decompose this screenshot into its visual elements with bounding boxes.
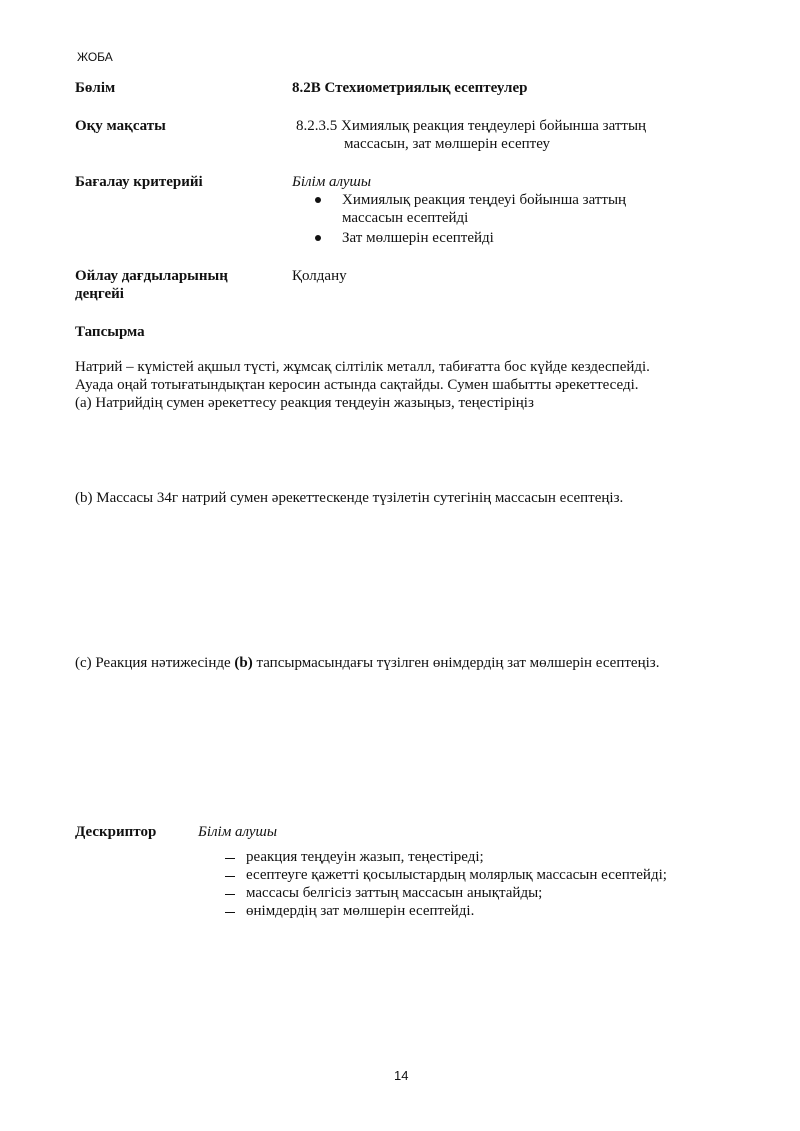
draft-label: ЖОБА: [77, 50, 113, 64]
descriptor-item-text: есептеуге қажетті қосылыстардың молярлық массасын есептейді;: [246, 867, 667, 883]
dash-icon: [225, 858, 235, 859]
task-paragraph-line1: Натрий – күмістей ақшыл түсті, жұмсақ сілтілік металл, табиғатта бос күйде кездеспейді.: [75, 359, 650, 375]
objective-line2: массасын, зат мөлшерін есептеу: [344, 136, 550, 152]
task-question-c-text-cont: тапсырмасындағы түзілген өнімдердің зат мөлшерін есептеңіз.: [252, 655, 660, 671]
criteria-item-text: Химиялық реакция теңдеуі бойынша заттың: [342, 192, 627, 208]
criteria-item-text: Зат мөлшерін есептейді: [342, 230, 494, 246]
objective-line1: 8.2.3.5 Химиялық реакция теңдеулері бойынша заттың: [296, 118, 647, 134]
section-label: Бөлім: [75, 80, 116, 96]
bullet-icon: [315, 235, 321, 241]
task-question-c-ref: (b): [234, 655, 253, 671]
page-number: 14: [394, 1068, 409, 1083]
section-value: 8.2В Стехиометриялық есептеулер: [292, 80, 528, 96]
objective-label: Оқу мақсаты: [75, 118, 166, 134]
descriptor-item-text: өнімдердің зат мөлшерін есептейді.: [246, 903, 475, 919]
dash-icon: [225, 912, 235, 913]
dash-icon: [225, 876, 235, 877]
descriptor-item-text: массасы белгісіз заттың массасын анықтайды;: [246, 885, 543, 901]
thinking-label-cont: деңгейі: [75, 286, 124, 302]
dash-icon: [225, 894, 235, 895]
criteria-item-text-cont: массасын есептейді: [342, 210, 469, 226]
task-question-b: (b) Массасы 34г натрий сумен әрекеттескенде түзілетін сутегінің массасын есептеңіз.: [75, 490, 624, 506]
descriptor-item-text: реакция теңдеуін жазып, теңестіреді;: [246, 849, 484, 865]
bullet-icon: [315, 197, 321, 203]
criteria-intro: Білім алушы: [292, 174, 372, 190]
task-question-c: [75, 653, 659, 673]
criteria-label: Бағалау критерийі: [75, 174, 203, 190]
task-question-a: (а) Натрийдің сумен әрекеттесу реакция теңдеуін жазыңыз, теңестіріңіз: [75, 395, 534, 411]
descriptor-intro: Білім алушы: [198, 824, 278, 840]
thinking-value: Қолдану: [292, 268, 347, 284]
task-title: Тапсырма: [75, 324, 145, 340]
thinking-label: Ойлау дағдыларының: [75, 268, 228, 284]
descriptor-label: Дескриптор: [75, 824, 157, 840]
task-paragraph-line2: Ауада оңай тотығатындықтан керосин астында сақтайды. Сумен шабытты әрекеттеседі.: [75, 377, 639, 393]
task-question-c-text: (c) Реакция нәтижесінде: [75, 655, 235, 671]
